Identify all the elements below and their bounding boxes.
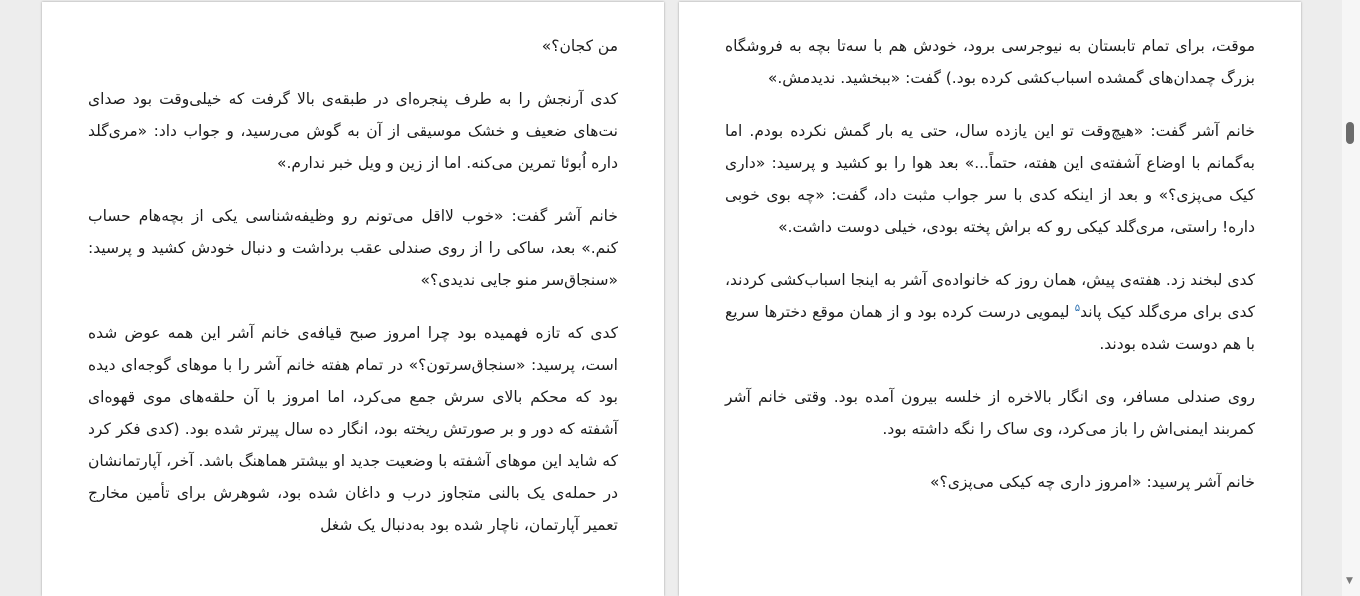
left-page [42,2,664,596]
paragraph: من کجان؟» [541,37,618,55]
scrollbar-thumb[interactable] [1346,122,1354,144]
paragraph-text-start: کدی لبخند زد. هفته‌ی پیش، همان روز که خانواده‌ی آشر به اینجا اسباب‌کشی کردند، کدی برای مری‌گلد کیک پاند [725,271,1255,321]
paragraph: خانم آشر پرسید: «امروز داری چه کیکی می‌پزی؟» [930,473,1255,491]
scroll-down-icon[interactable]: ▼ [1346,576,1353,586]
paragraph [725,264,1255,360]
paragraph: کدی آرنجش را به طرف پنجره‌ای در طبقه‌ی بالا گرفت که خیلی‌وقت بود صدای نت‌های ضعیف و خشک موسیقی از آن به گوش می‌رسید، و جواب داد: «مری‌گلد داره اُبوئا تمرین می‌کنه. اما از زین و ویل خبر ندارم.» [88,90,618,172]
left-page-text [88,30,618,562]
paragraph: روی صندلی مسافر، وی انگار بالاخره از خلسه بیرون آمده بود. وقتی خانم آشر کمربند ایمنی‌اش را باز می‌کرد، وی ساک را نگه داشته بود. [725,388,1255,438]
paragraph: خانم آشر گفت: «خوب لااقل می‌تونم رو وظیفه‌شناسی یکی از بچه‌هام حساب کنم.» بعد، ساکی را از روی صندلی عقب برداشت و دنبال خودش کشید و پرسید: «سنجاق‌سر منو جایی ندیدی؟» [88,207,618,289]
paragraph: موقت، برای تمام تابستان به نیوجرسی برود، خودش هم با سه‌تا بچه به فروشگاه بزرگ چمدان‌های گمشده اسباب‌کشی کرده بود.) گفت: «ببخشید. ندیدمش.» [725,37,1255,87]
vertical-scrollbar[interactable] [1342,0,1360,596]
footnote-link[interactable]: ۵ [1074,302,1081,314]
right-page [679,2,1301,596]
paragraph-text-end: لیمویی درست کرده بود و از همان موقع دخترها سریع با هم دوست شده بودند. [725,303,1255,353]
paragraph: کدی که تازه فهمیده بود چرا امروز صبح قیافه‌ی خانم آشر این همه عوض شده است، پرسید: «سنجاق‌سرتون؟» در تمام هفته خانم آشر را با موهای گوجه‌ای دیده بود که محکم بالای سرش جمع می‌کرد، اما امروز با آن حلقه‌های موی قهوه‌ای آشفته که دور و بر صورتش ریخته بود، انگار ده سال پیرتر شده بود. (کدی فکر کرد که شاید این موهای آشفته با وضعیت جدید او بیشتر هماهنگ باشد. آخر، آپارتمانشان در حمله‌ی یک بالنی متجاوز درب و داغان شده بود، شوهرش برای تأمین مخارج تعمیر آپارتمان، ناچار شده بود به‌دنبال یک شغل [88,324,618,534]
paragraph: خانم آشر گفت: «هیچ‌وقت تو این یازده سال، حتی یه بار گمش نکرده بودم. اما به‌گمانم با اوضاع آشفته‌ی این هفته، حتماً...» بعد هوا را بو کشید و پرسید: «داری کیک می‌پزی؟» و بعد از اینکه کدی با سر جواب مثبت داد، گفت: «چه بوی خوبی داره! راستی، مری‌گلد کیکی رو که براش پخته بودی، خیلی دوست داشت.» [725,122,1255,236]
right-page-text [725,30,1255,519]
